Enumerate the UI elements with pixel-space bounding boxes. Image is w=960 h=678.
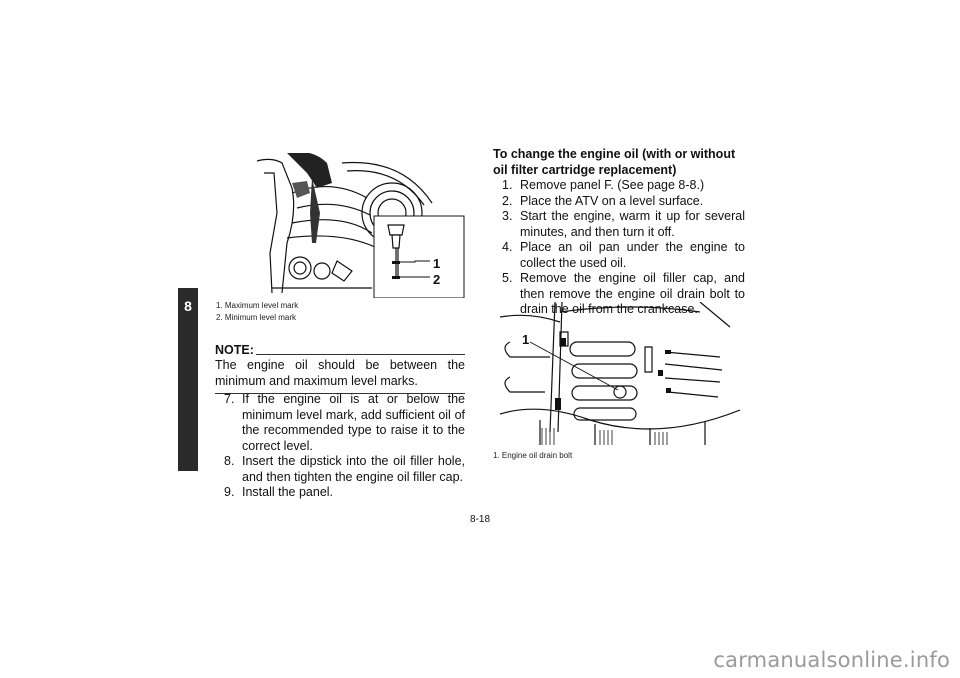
note-label: NOTE: — [215, 343, 254, 357]
step-item: 9. Install the panel. — [224, 485, 334, 499]
engine-underside-drawing — [500, 302, 740, 445]
left-steps-list — [215, 392, 465, 501]
caption-maximum-level: 1. Maximum level mark — [216, 301, 299, 310]
watermark-text: carmanualsonline.info — [713, 648, 950, 672]
callout-2: 2 — [433, 272, 441, 287]
page-number: 8-18 — [469, 514, 490, 525]
step-item: 1. Remove panel F. (See page 8-8.) — [502, 178, 705, 192]
note-top-rule — [256, 354, 465, 355]
left-figure-captions — [216, 300, 298, 324]
note-text: The engine oil should be between the minimum and maximum level marks. — [215, 358, 465, 388]
step-item: 3. Start the engine, warm it up for several minutes, and then turn it off. — [502, 209, 745, 239]
step-item: 8. Insert the dipstick into the oil filler hole, and then tighten the engine oil filler cap. — [224, 454, 465, 484]
chapter-tab: 8 — [178, 288, 198, 471]
step-item: 7. If the engine oil is at or below the minimum level mark, add sufficient oil of the recommended type to raise it to the correct level. — [224, 392, 465, 453]
step-item: 5. Remove the engine oil filler cap, and then remove the engine oil drain bolt to drain the oil from the crankcase. — [502, 271, 745, 316]
section-title: To change the engine oil (with or without oil filter cartridge replacement) — [493, 147, 736, 177]
caption-minimum-level: 2. Minimum level mark — [216, 313, 297, 322]
step-item: 4. Place an oil pan under the engine to collect the used oil. — [502, 240, 745, 270]
right-figure-caption — [493, 450, 572, 462]
right-steps-list — [493, 178, 745, 318]
callout-1: 1 — [433, 256, 441, 271]
drain-bolt-illustration — [500, 302, 740, 445]
caption-drain-bolt: 1. Engine oil drain bolt — [493, 451, 573, 460]
callout-1: 1 — [522, 332, 530, 347]
note-box — [215, 343, 465, 394]
step-item: 2. Place the ATV on a level surface. — [502, 193, 704, 208]
dipstick-illustration — [252, 153, 467, 298]
